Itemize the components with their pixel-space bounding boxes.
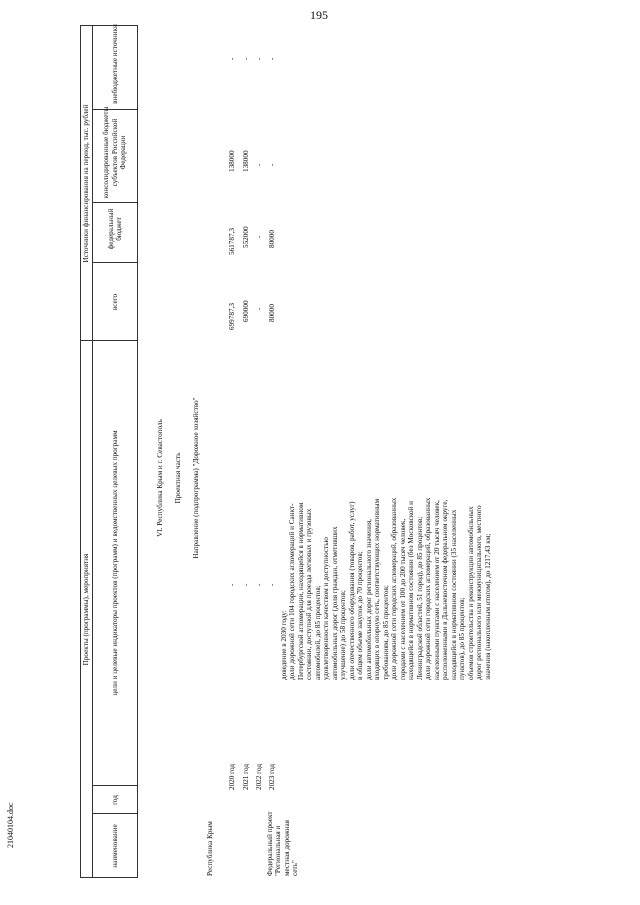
indicator-line: пунктов), до 85 процентов; — [458, 597, 467, 680]
region-label: Республика Крым — [206, 821, 214, 876]
indicator-line: автомобилей, до 85 процентов; — [313, 585, 322, 680]
indicator-line: автомобильных дорог (доля граждан, отметивших — [330, 526, 339, 680]
row-regional: 138000 — [242, 150, 250, 172]
row-regional: 138000 — [228, 150, 236, 172]
row-goal: - — [242, 583, 250, 586]
row-goal: - — [228, 583, 236, 586]
row-federal: 561787,3 — [228, 228, 236, 255]
row-regional: - — [268, 163, 276, 166]
indicator-line: значения (накопленным итогом), до 1217,43 км; — [483, 533, 492, 680]
row-regional: - — [255, 163, 263, 166]
page-number: 195 — [310, 8, 328, 22]
row-goal: - — [268, 583, 276, 586]
header-name: наименование — [110, 824, 119, 868]
indicator-line: находящейся в нормативном состоянии (35 населенных — [449, 509, 458, 680]
header-regional: консолидированные бюджеты субъектов Российской Федерации — [102, 106, 128, 199]
header-federal: федеральный бюджет — [106, 208, 123, 250]
row-year: 2021 год — [242, 764, 250, 790]
row-year: 2020 год — [228, 764, 236, 790]
row-extra: - — [242, 57, 250, 60]
indicator-line: доли дорожной сети 104 городских агломераций и Санкт- — [288, 503, 297, 680]
indicator-line: населенными пунктами с населением от 20 тысяч человек, — [432, 500, 441, 680]
indicator-line: требованиям, до 85 процентов; — [381, 585, 390, 680]
indicator-line: доли дорожной сети городских агломераций, образованных — [424, 497, 433, 680]
indicator-line: доли дорожной сети городских агломераций, образованных — [390, 497, 399, 680]
row-federal: 80000 — [268, 230, 276, 248]
indicator-line: дорог регионального или межмуниципального, местного — [475, 505, 484, 680]
header-sources: Источники финансирования на период, тыс. рублей — [82, 104, 91, 263]
header-goals: цели и целевые индикаторы проектов (программ) и ведомственных целевых программ — [110, 430, 119, 696]
row-total: 699787,3 — [228, 303, 236, 330]
row-year: 2022 год — [255, 764, 263, 790]
indicator-line: объемов строительства и реконструкции автомобильных — [466, 506, 475, 680]
indicator-line: находящейся в нормативном состоянии (без Московской и — [407, 500, 416, 680]
row-goal: - — [255, 583, 263, 586]
row-extra: - — [228, 57, 236, 60]
indicator-line: городами с населением от 100 до 200 тысяч человек, — [398, 518, 407, 680]
section-subtitle: Проектная часть — [174, 452, 182, 504]
section-title: VI. Республика Крым и г. Севастополь — [156, 419, 164, 537]
row-total: - — [255, 307, 263, 310]
section-direction: Направление (подпрограмма) "Дорожное хозяйство" — [192, 397, 200, 559]
header-total: всего — [110, 293, 119, 311]
document-id: 21040104.doc — [6, 802, 15, 848]
row-federal: - — [255, 235, 263, 238]
indicator-line: доли отечественного оборудования (товаров, работ, услуг) — [347, 501, 356, 680]
indicator-line: доли автомобильных дорог регионального значения, — [364, 519, 373, 680]
indicator-line: улучшение) до 58 процентов; — [339, 590, 348, 680]
header-extra: внебюджетные источники — [110, 24, 119, 104]
header-bottom-line — [137, 26, 138, 878]
header-year: год — [110, 795, 119, 805]
indicator-line: доведение в 2030 году: — [280, 610, 288, 680]
row-total: 690000 — [242, 300, 250, 322]
indicator-line: расположенными в Дальневосточном федеральном округе, — [441, 499, 450, 680]
indicator-line: удовлетворенности качеством и доступностью — [322, 537, 331, 680]
project-name: Федеральный проект "Региональная и местная дорожная сеть" — [266, 811, 300, 876]
row-federal: 552000 — [242, 226, 250, 248]
indicator-line: Ленинградской областей, 51 город), до 85 процентов; — [415, 516, 424, 680]
rotated-table — [80, 18, 610, 878]
row-extra: - — [268, 57, 276, 60]
header-projects: Проекты (программы), мероприятия — [82, 553, 91, 666]
indicator-line: входящих в опорную сеть, соответствующих нормативным — [373, 498, 382, 680]
row-extra: - — [255, 57, 263, 60]
indicators-list — [280, 420, 492, 680]
row-year: 2023 год — [268, 764, 276, 790]
indicator-line: состоянии, доступной для проезда легковых и грузовых — [305, 508, 314, 680]
row-total: 80000 — [268, 304, 276, 322]
indicator-line: в общем объеме закупок до 70 процентов; — [356, 551, 365, 680]
indicator-line: Петербургской агломерации, находящейся в нормативном — [296, 502, 305, 680]
